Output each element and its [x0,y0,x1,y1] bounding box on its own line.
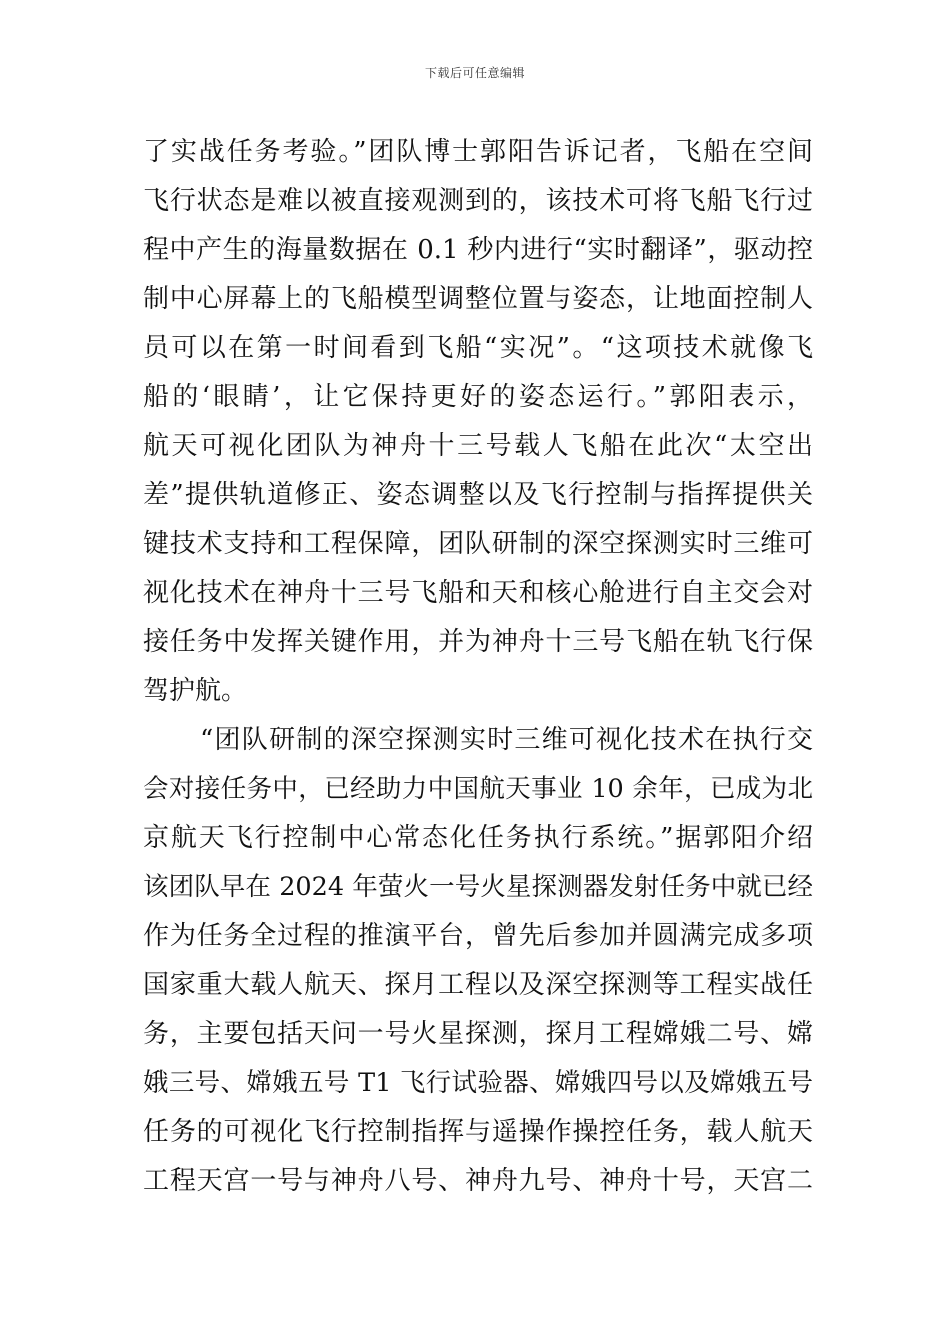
document-body [143,128,813,1206]
text-line: 驾护航。 [143,676,248,706]
text-line: 员可以在第一时间看到飞船“实况”。“这项技术就像飞 [143,333,813,363]
text-line: 任务的可视化飞行控制指挥与遥操作操控任务，载人航天 [143,1117,813,1147]
text-line: 飞行状态是难以被直接观测到的，该技术可将飞船飞行过 [143,186,813,216]
text-line: 该团队早在 2024 年萤火一号火星探测器发射任务中就已经 [143,872,813,902]
text-line: 作为任务全过程的推演平台，曾先后参加并圆满完成多项 [143,921,813,951]
paragraph-1 [143,128,813,716]
text-line: 航天可视化团队为神舟十三号载人飞船在此次“太空出 [143,431,813,461]
text-line: 国家重大载人航天、探月工程以及深空探测等工程实战任 [143,970,813,1000]
page-header: 下载后可任意编辑 [424,66,525,80]
text-line: 京航天飞行控制中心常态化任务执行系统。”据郭阳介绍 [143,823,813,853]
text-line: 差”提供轨道修正、姿态调整以及飞行控制与指挥提供关 [143,480,813,510]
text-line: 接任务中发挥关键作用，并为神舟十三号飞船在轨飞行保 [143,627,813,657]
text-line: “团队研制的深空探测实时三维可视化技术在执行交 [200,725,813,755]
text-line: 工程天宫一号与神舟八号、神舟九号、神舟十号，天宫二 [143,1166,813,1196]
text-line: 了实战任务考验。”团队博士郭阳告诉记者，飞船在空间 [143,137,813,167]
paragraph-2 [143,716,813,1206]
text-line: 娥三号、嫦娥五号 T1 飞行试验器、嫦娥四号以及嫦娥五号 [143,1068,813,1098]
text-line: 务，主要包括天问一号火星探测，探月工程嫦娥二号、嫦 [143,1019,813,1049]
text-line: 制中心屏幕上的飞船模型调整位置与姿态，让地面控制人 [143,284,813,314]
text-line: 会对接任务中，已经助力中国航天事业 10 余年，已成为北 [143,774,813,804]
text-line: 键技术支持和工程保障，团队研制的深空探测实时三维可 [143,529,813,559]
text-line: 视化技术在神舟十三号飞船和天和核心舱进行自主交会对 [143,578,813,608]
text-line: 船的‘眼睛’，让它保持更好的姿态运行。”郭阳表示， [143,382,813,412]
text-line: 程中产生的海量数据在 0.1 秒内进行“实时翻译”，驱动控 [143,235,813,265]
